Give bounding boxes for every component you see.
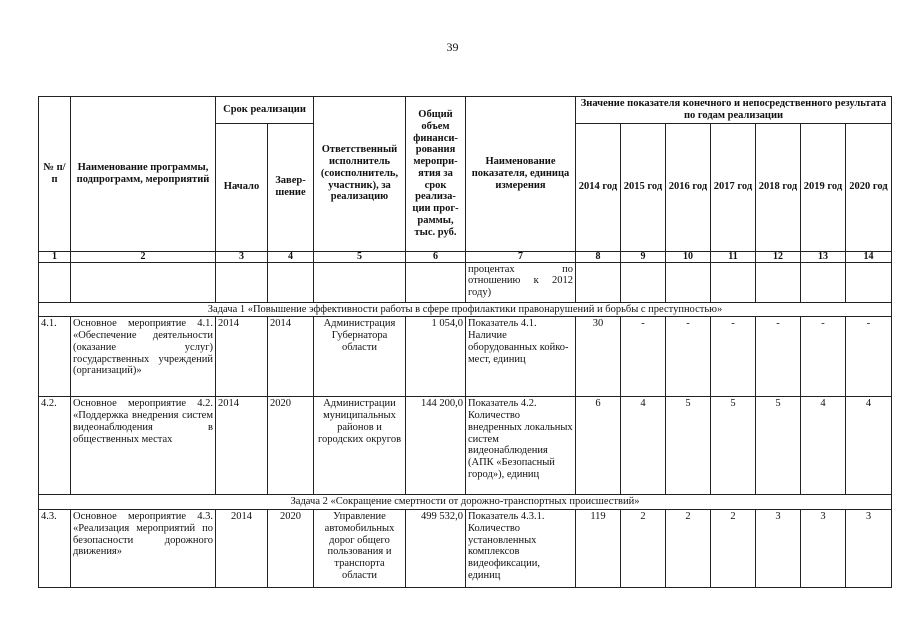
column-number: 4 bbox=[268, 251, 314, 262]
column-number: 11 bbox=[711, 251, 756, 262]
column-number: 3 bbox=[216, 251, 268, 262]
row-name: Основное мероприятие 4.2. «Поддержка внедрения систем видеонаблюдения в общественных местах bbox=[71, 397, 216, 495]
row-indicator: Показатель 4.2. Количество внедренных локальных систем видеонаблюдения (АПК «Безопасный город»), единиц bbox=[466, 397, 576, 495]
row-funding: 499 532,0 bbox=[406, 510, 466, 588]
row-value: 5 bbox=[756, 397, 801, 495]
header-col-name: Наименование программы, подпрограмм, мероприятий bbox=[71, 97, 216, 252]
header-col-funding: Общий объем финанси-рования меропри-ятия за срок реализа-ции прог-раммы, тыс. руб. bbox=[406, 97, 466, 252]
row-responsible: Администрации муниципальных районов и городских округов bbox=[314, 397, 406, 495]
header-year: 2018 год bbox=[756, 123, 801, 251]
row-indicator: Показатель 4.3.1. Количество установленных комплексов видеофиксации, единиц bbox=[466, 510, 576, 588]
row-value: 5 bbox=[666, 397, 711, 495]
row-number: 4.1. bbox=[39, 317, 71, 397]
header-col-end: Завер-шение bbox=[268, 123, 314, 251]
row-name: Основное мероприятие 4.3. «Реализация мероприятий по безопасности дорожного движения» bbox=[71, 510, 216, 588]
header-year: 2014 год bbox=[576, 123, 621, 251]
row-end: 2014 bbox=[268, 317, 314, 397]
row-value: - bbox=[711, 317, 756, 397]
task-row bbox=[39, 495, 892, 510]
column-number: 8 bbox=[576, 251, 621, 262]
header-col-values: Значение показателя конечного и непосредственного результата по годам реализации bbox=[576, 97, 892, 124]
table-row bbox=[39, 397, 892, 495]
row-number: 4.3. bbox=[39, 510, 71, 588]
column-number: 1 bbox=[39, 251, 71, 262]
header-col-no: № п/п bbox=[39, 97, 71, 252]
row-value: 3 bbox=[756, 510, 801, 588]
row-end: 2020 bbox=[268, 397, 314, 495]
row-value: 6 bbox=[576, 397, 621, 495]
column-number: 9 bbox=[621, 251, 666, 262]
program-table bbox=[38, 96, 892, 588]
column-number: 7 bbox=[466, 251, 576, 262]
row-value: - bbox=[666, 317, 711, 397]
carryover-text: процентах по отношению к 2012 году) bbox=[466, 262, 576, 302]
header-year: 2019 год bbox=[801, 123, 846, 251]
carryover-row bbox=[39, 262, 892, 302]
task-title: Задача 1 «Повышение эффективности работы в сфере профилактики правонарушений и борьбы с преступностью» bbox=[39, 302, 892, 317]
row-value: 2 bbox=[666, 510, 711, 588]
row-value: 2 bbox=[621, 510, 666, 588]
row-value: 3 bbox=[801, 510, 846, 588]
header-row-1 bbox=[39, 97, 892, 124]
column-number: 10 bbox=[666, 251, 711, 262]
header-year: 2020 год bbox=[846, 123, 892, 251]
header-year: 2017 год bbox=[711, 123, 756, 251]
page-number: 39 bbox=[446, 40, 459, 54]
header-year: 2016 год bbox=[666, 123, 711, 251]
header-year: 2015 год bbox=[621, 123, 666, 251]
column-number: 5 bbox=[314, 251, 406, 262]
row-start: 2014 bbox=[216, 317, 268, 397]
row-value: - bbox=[756, 317, 801, 397]
row-start: 2014 bbox=[216, 510, 268, 588]
column-number: 14 bbox=[846, 251, 892, 262]
row-end: 2020 bbox=[268, 510, 314, 588]
row-value: - bbox=[801, 317, 846, 397]
row-indicator: Показатель 4.1. Наличие оборудованных койко-мест, единиц bbox=[466, 317, 576, 397]
column-number: 13 bbox=[801, 251, 846, 262]
row-value: 30 bbox=[576, 317, 621, 397]
row-start: 2014 bbox=[216, 397, 268, 495]
row-funding: 1 054,0 bbox=[406, 317, 466, 397]
column-number: 12 bbox=[756, 251, 801, 262]
table-row bbox=[39, 317, 892, 397]
header-col-responsible: Ответственный исполнитель (соисполнитель, участник), за реализацию bbox=[314, 97, 406, 252]
row-value: 119 bbox=[576, 510, 621, 588]
header-col-start: Начало bbox=[216, 123, 268, 251]
row-responsible: Управление автомобильных дорог общего пользования и транспорта области bbox=[314, 510, 406, 588]
row-value: 5 bbox=[711, 397, 756, 495]
row-value: 4 bbox=[801, 397, 846, 495]
header-col-indicator: Наименование показателя, единица измерения bbox=[466, 97, 576, 252]
column-number: 6 bbox=[406, 251, 466, 262]
table-row bbox=[39, 510, 892, 588]
task-row bbox=[39, 302, 892, 317]
row-value: 4 bbox=[846, 397, 892, 495]
column-number: 2 bbox=[71, 251, 216, 262]
row-value: 2 bbox=[711, 510, 756, 588]
row-value: - bbox=[621, 317, 666, 397]
row-name: Основное мероприятие 4.1. «Обеспечение деятельности (оказание услуг) государственных учреждений (организаций)» bbox=[71, 317, 216, 397]
row-responsible: Администрация Губернатора области bbox=[314, 317, 406, 397]
header-col-period: Срок реализации bbox=[216, 97, 314, 124]
column-number-row bbox=[39, 251, 892, 262]
row-value: - bbox=[846, 317, 892, 397]
row-funding: 144 200,0 bbox=[406, 397, 466, 495]
row-value: 3 bbox=[846, 510, 892, 588]
row-number: 4.2. bbox=[39, 397, 71, 495]
task-title: Задача 2 «Сокращение смертности от дорожно-транспортных происшествий» bbox=[39, 495, 892, 510]
row-value: 4 bbox=[621, 397, 666, 495]
